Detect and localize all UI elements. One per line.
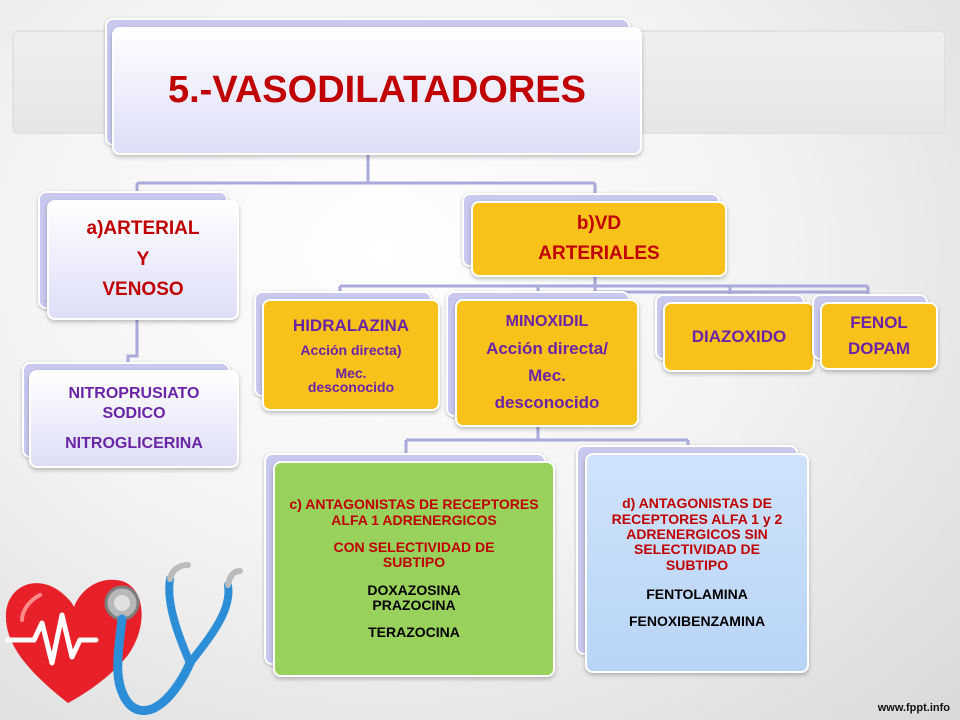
arterial-label: a)ARTERIAL — [86, 218, 200, 240]
alfa1-heading: c) ANTAGONISTAS DE RECEPTORES ALFA 1 ADRENERGICOS — [289, 496, 539, 528]
minoxidil-line3: Mec. — [528, 366, 566, 386]
nitro-box — [29, 370, 239, 468]
y-label: Y — [136, 248, 150, 270]
minoxidil-label: MINOXIDIL — [505, 313, 589, 331]
arteriales-label: ARTERIALES — [538, 243, 660, 264]
minoxidil-line4: desconocido — [494, 393, 600, 413]
hidralazina-label: HIDRALAZINA — [292, 315, 410, 335]
fenol-label: FENOL — [850, 312, 908, 332]
diazoxido-box — [663, 302, 815, 372]
alfa12-box — [585, 453, 809, 673]
hidralazina-mec1: Acción directa) — [300, 342, 402, 359]
alfa12-heading: d) ANTAGONISTAS DE RECEPTORES ALFA 1 y 2 ADRENERGICOS SIN SELECTIVIDAD DE SUBTIPO — [611, 495, 783, 573]
dopam-label: DOPAM — [847, 339, 910, 358]
hidralazina-box — [262, 299, 440, 411]
alfa1-box — [273, 461, 555, 677]
vd-arteriales-box — [471, 201, 727, 277]
title-box — [112, 27, 642, 155]
venoso-label: VENOSO — [102, 279, 184, 301]
nitroglicerina-label: NITROGLICERINA — [65, 435, 203, 452]
arterial-venoso-box — [47, 200, 239, 320]
footer-url[interactable]: www.fppt.info — [877, 702, 950, 714]
minoxidil-line2: Acción directa/ — [486, 339, 608, 359]
nitroprusiato-label: NITROPRUSIATO SODICO — [68, 385, 200, 422]
alfa1-subheading: CON SELECTIVIDAD DE SUBTIPO — [333, 538, 495, 571]
alfa12-fenoxibenzamina: FENOXIBENZAMINA — [628, 613, 766, 630]
fenol-box — [820, 302, 938, 370]
diazoxido-label: DIAZOXIDO — [691, 327, 787, 347]
heart-stethoscope-illustration — [0, 545, 260, 720]
minoxidil-box — [455, 299, 639, 427]
hidralazina-mec2: Mec. desconocido — [307, 364, 395, 396]
alfa1-drugs: DOXAZOSINA PRAZOCINA — [367, 581, 461, 614]
vd-label: b)VD — [576, 212, 622, 234]
alfa1-terazocina: TERAZOCINA — [368, 624, 460, 641]
title-text: 5.-VASODILATADORES — [167, 69, 587, 112]
alfa12-fentolamina: FENTOLAMINA — [646, 586, 748, 603]
